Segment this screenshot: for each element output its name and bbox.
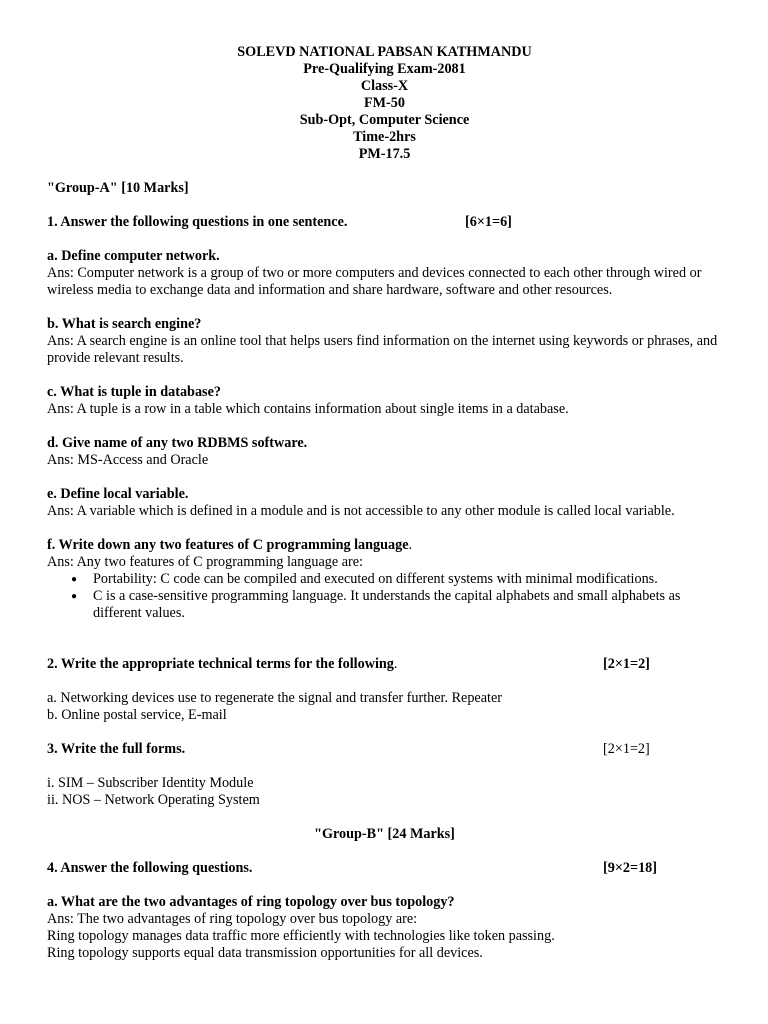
q1b-question: b. What is search engine?: [47, 316, 202, 332]
question-3-marks: [2×1=2]: [603, 741, 650, 757]
question-4-heading: [47, 860, 722, 877]
question-3-text: 3. Write the full forms.: [47, 741, 186, 757]
group-b-title: "Group-B" [24 Marks]: [314, 826, 455, 842]
q4a-answer: Ans: The two advantages of ring topology over bus topology are:: [47, 911, 418, 927]
q1f-question-period: .: [408, 537, 413, 553]
q1e-question: e. Define local variable.: [47, 486, 189, 502]
question-1-heading: [47, 214, 722, 231]
q1c-question: c. What is tuple in database?: [47, 384, 221, 400]
question-4-marks: [9×2=18]: [603, 860, 657, 876]
q1a-question: a. Define computer network.: [47, 248, 220, 264]
question-3-heading: [47, 741, 722, 758]
q2b-answer: b. Online postal service, E-mail: [47, 707, 227, 723]
q1b-answer: Ans: A search engine is an online tool that helps users find information on the internet using keywords or phrases, and provide relevant results.: [47, 333, 718, 366]
question-2-heading: [47, 656, 722, 673]
time-label: Time-2hrs: [353, 129, 416, 145]
full-marks: FM-50: [364, 95, 405, 111]
q1c-answer: Ans: A tuple is a row in a table which contains information about single items in a database.: [47, 401, 569, 417]
class-label: Class-X: [360, 78, 409, 94]
q1d-question: d. Give name of any two RDBMS software.: [47, 435, 308, 451]
q1a-answer: Ans: Computer network is a group of two or more computers and devices connected to each other through wired or wireless media to exchange data and information and share hardware, software and other resources.: [47, 265, 702, 298]
q4a-point-1: Ring topology manages data traffic more efficiently with technologies like token passing.: [47, 928, 555, 944]
question-2-text: 2. Write the appropriate technical terms for the following: [47, 656, 394, 672]
q3i-answer: i. SIM – Subscriber Identity Module: [47, 775, 254, 791]
q1f-answer: Ans: Any two features of C programming language are:: [47, 554, 363, 570]
pass-marks: PM-17.5: [358, 146, 411, 162]
question-2-marks: [2×1=2]: [603, 656, 650, 672]
question-2-period: .: [393, 656, 398, 672]
group-a-title: "Group-A" [10 Marks]: [47, 180, 189, 196]
list-item: ● C is a case-sensitive programming language. It understands the capital alphabets and small alphabets as different values.: [93, 588, 722, 622]
exam-title: Pre-Qualifying Exam-2081: [303, 61, 466, 77]
subject-label: Sub-Opt, Computer Science: [299, 112, 470, 128]
q1e-answer: Ans: A variable which is defined in a module and is not accessible to any other module is called local variable.: [47, 503, 675, 519]
q1d-answer: Ans: MS-Access and Oracle: [47, 452, 209, 468]
q1f-question: [47, 537, 722, 554]
q4a-point-2: Ring topology supports equal data transmission opportunities for all devices.: [47, 945, 483, 961]
question-1-marks: [6×1=6]: [465, 214, 512, 230]
q4a-question: a. What are the two advantages of ring topology over bus topology?: [47, 894, 455, 910]
q1f-feature-list: [47, 571, 722, 622]
question-1-text: 1. Answer the following questions in one sentence.: [47, 214, 348, 230]
question-4-text: 4. Answer the following questions.: [47, 860, 253, 876]
list-item: ● Portability: C code can be compiled and executed on different systems with minimal modifications.: [93, 571, 722, 588]
q2a-answer: a. Networking devices use to regenerate the signal and transfer further. Repeater: [47, 690, 502, 706]
q1f-question-text: f. Write down any two features of C programming language: [47, 537, 409, 553]
school-name: SOLEVD NATIONAL PABSAN KATHMANDU: [237, 44, 532, 60]
q3ii-answer: ii. NOS – Network Operating System: [47, 792, 260, 808]
